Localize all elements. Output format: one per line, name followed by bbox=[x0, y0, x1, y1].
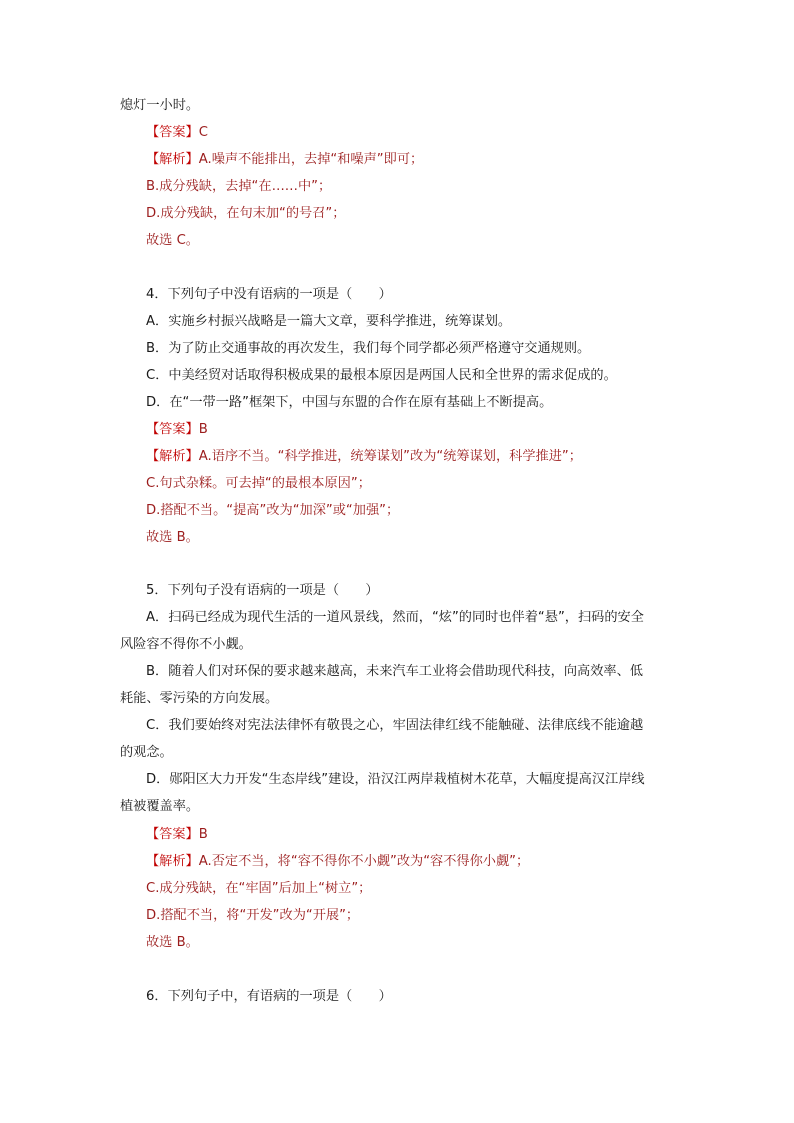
q6-title: 6．下列句子中，有语病的一项是（ ） bbox=[146, 989, 392, 1004]
answer-label: 【答案】 bbox=[146, 422, 199, 437]
q5-option-d-line1: D．郧阳区大力开发“生态岸线”建设，沿汉江两岸栽植树木花草，大幅度提高汉江岸线 bbox=[146, 772, 645, 787]
q5-option-c-line2: 的观念。 bbox=[120, 745, 173, 760]
q4-title: 4．下列句子中没有语病的一项是（ ） bbox=[146, 287, 392, 302]
answer-value: B bbox=[198, 422, 208, 437]
q5-analysis bbox=[146, 853, 529, 871]
q5-answer bbox=[146, 826, 208, 844]
q5-option-c-line1: C．我们要始终对宪法法律怀有敬畏之心，牢固法律红线不能触碰、法律底线不能逾越 bbox=[146, 718, 644, 733]
analysis-a: A.否定不当，将“容不得你不小觑”改为“容不得你小觑”； bbox=[198, 854, 530, 869]
q3-analysis-d: D.成分残缺，在句末加“的号召”； bbox=[146, 206, 346, 221]
q5-option-a-line2: 风险容不得你不小觑。 bbox=[120, 637, 252, 652]
q4-analysis-d: D.搭配不当。“提高”改为“加深”或“加强”； bbox=[146, 503, 400, 518]
q4-analysis-c: C.句式杂糅。可去掉“的最根本原因”； bbox=[146, 476, 371, 491]
q4-option-c: C．中美经贸对话取得积极成果的最根本原因是两国人民和全世界的需求促成的。 bbox=[146, 368, 617, 383]
answer-label: 【答案】 bbox=[146, 125, 199, 140]
q3-analysis bbox=[146, 151, 423, 169]
q5-analysis-d: D.搭配不当，将“开发”改为“开展”； bbox=[146, 908, 360, 923]
q5-analysis-c: C.成分残缺，在“牢固”后加上“树立”； bbox=[146, 881, 372, 896]
q3-conclusion: 故选 C。 bbox=[146, 233, 199, 248]
q4-option-b: B．为了防止交通事故的再次发生，我们每个同学都必须严格遵守交通规则。 bbox=[146, 341, 591, 356]
answer-label: 【答案】 bbox=[146, 827, 199, 842]
analysis-label: 【解析】 bbox=[146, 854, 199, 869]
top-fragment: 熄灯一小时。 bbox=[120, 98, 200, 113]
q5-title: 5．下列句子没有语病的一项是（ ） bbox=[146, 583, 379, 598]
q4-conclusion: 故选 B。 bbox=[146, 530, 199, 545]
analysis-label: 【解析】 bbox=[146, 152, 199, 167]
q4-analysis bbox=[146, 448, 582, 466]
q5-option-d-line2: 植被覆盖率。 bbox=[120, 799, 200, 814]
answer-value: C bbox=[198, 125, 208, 140]
q4-answer bbox=[146, 421, 208, 439]
q5-conclusion: 故选 B。 bbox=[146, 935, 199, 950]
q5-option-b-line2: 耗能、零污染的方向发展。 bbox=[120, 691, 279, 706]
analysis-label: 【解析】 bbox=[146, 449, 199, 464]
q4-option-a: A．实施乡村振兴战略是一篇大文章，要科学推进，统筹谋划。 bbox=[146, 314, 512, 329]
q5-option-a-line1: A．扫码已经成为现代生活的一道风景线，然而，“炫”的同时也伴着“悬”，扫码的安全 bbox=[146, 610, 644, 625]
q5-option-b-line1: B．随着人们对环保的要求越来越高，未来汽车工业将会借助现代科技，向高效率、低 bbox=[146, 664, 643, 679]
q3-analysis-b: B.成分残缺，去掉“在……中”； bbox=[146, 179, 332, 194]
analysis-a: A.噪声不能排出，去掉“和噪声”即可； bbox=[198, 152, 424, 167]
q4-option-d: D．在“一带一路”框架下，中国与东盟的合作在原有基础上不断提高。 bbox=[146, 395, 553, 410]
q3-answer bbox=[146, 124, 208, 142]
analysis-a: A.语序不当。“科学推进，统筹谋划”改为“统筹谋划，科学推进”； bbox=[198, 449, 582, 464]
answer-value: B bbox=[198, 827, 208, 842]
